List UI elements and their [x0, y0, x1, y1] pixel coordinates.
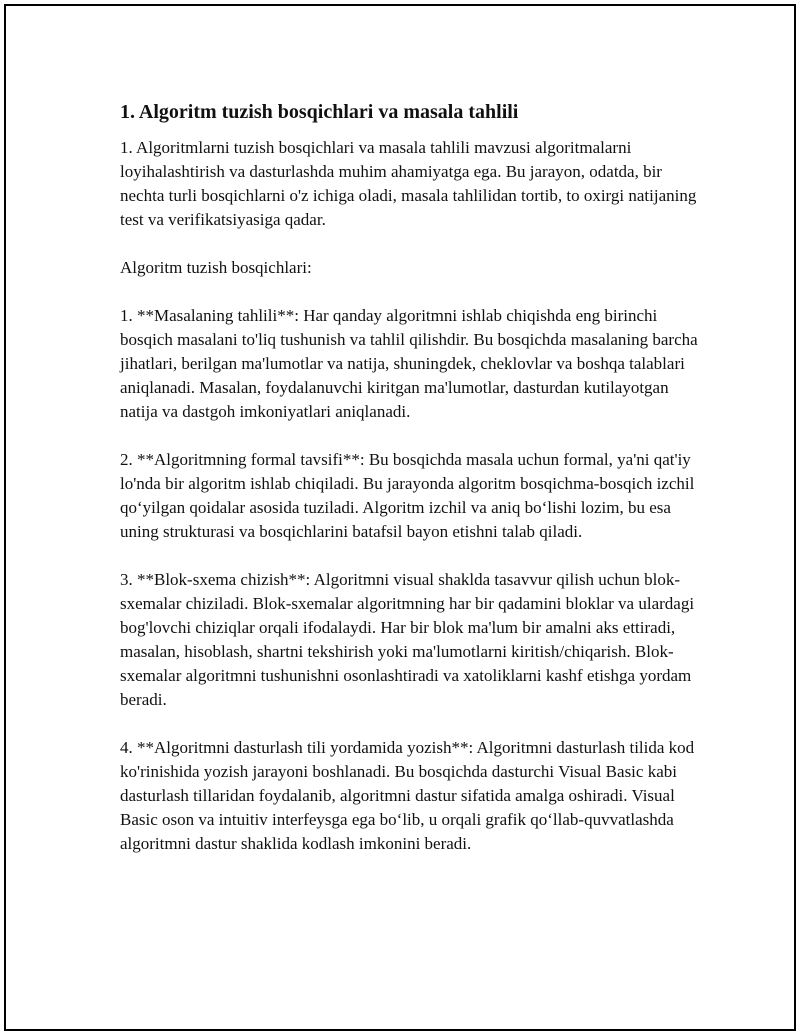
document-title: 1. Algoritm tuzish bosqichlari va masala tahlili	[120, 101, 519, 123]
page-frame	[4, 4, 796, 1031]
section-heading-paragraph: Algoritm tuzish bosqichlari:	[120, 258, 312, 277]
step-1-paragraph: 1. **Masalaning tahlili**: Har qanday algoritmni ishlab chiqishda eng birinchi bosqich masalani to'liq tushunish va tahlil qilishdir. Bu bosqichda masalaning barcha jihatlari, berilgan ma'lumotlar va natija, shuningdek, cheklovlar va boshqa talablari aniqlanadi. Masalan, foydalanuvchi kiritgan ma'lumotlar, dasturdan kutilayotgan natija va dastgoh imkoniyatlari aniqlanadi.	[120, 306, 698, 421]
step-3-paragraph: 3. **Blok-sxema chizish**: Algoritmni visual shaklda tasavvur qilish uchun blok-sxemalar chiziladi. Blok-sxemalar algoritmning har bir qadamini bloklar va ulardagi bog'lovchi chiziqlar orqali ifodalaydi. Har bir blok ma'lum bir amalni aks ettiradi, masalan, hisoblash, shartni tekshirish yoki ma'lumotlarni kiritish/chiqarish. Blok-sxemalar algoritmni tushunishni osonlashtiradi va xatoliklarni kashf etishga yordam beradi.	[120, 570, 695, 709]
document-body	[120, 98, 700, 880]
step-2-paragraph: 2. **Algoritmning formal tavsifi**: Bu bosqichda masala uchun formal, ya'ni qat'iy lo'nda bir algoritm ishlab chiqiladi. Bu jarayonda algoritm bosqichma-bosqich izchil qo‘yilgan qoidalar asosida tuziladi. Algoritm izchil va aniq bo‘lishi lozim, bu esa uning strukturasi va bosqichlarini batafsil bayon etishni talab qiladi.	[120, 450, 695, 541]
intro-paragraph: 1. Algoritmlarni tuzish bosqichlari va masala tahlili mavzusi algoritmalarni loyihalashtirish va dasturlashda muhim ahamiyatga ega. Bu jarayon, odatda, bir nechta turli bosqichlarni o'z ichiga oladi, masala tahlilidan tortib, to oxirgi natijaning test va verifikatsiyasiga qadar.	[120, 138, 697, 229]
step-4-paragraph: 4. **Algoritmni dasturlash tili yordamida yozish**: Algoritmni dasturlash tilida kod ko'rinishida yozish jarayoni boshlanadi. Bu bosqichda dasturchi Visual Basic kabi dasturlash tillaridan foydalanib, algoritmni dastur sifatida amalga oshiradi. Visual Basic oson va intuitiv interfeysga ega bo‘lib, u orqali grafik qo‘llab-quvvatlashda algoritmni dastur shaklida kodlash imkonini beradi.	[120, 738, 695, 853]
